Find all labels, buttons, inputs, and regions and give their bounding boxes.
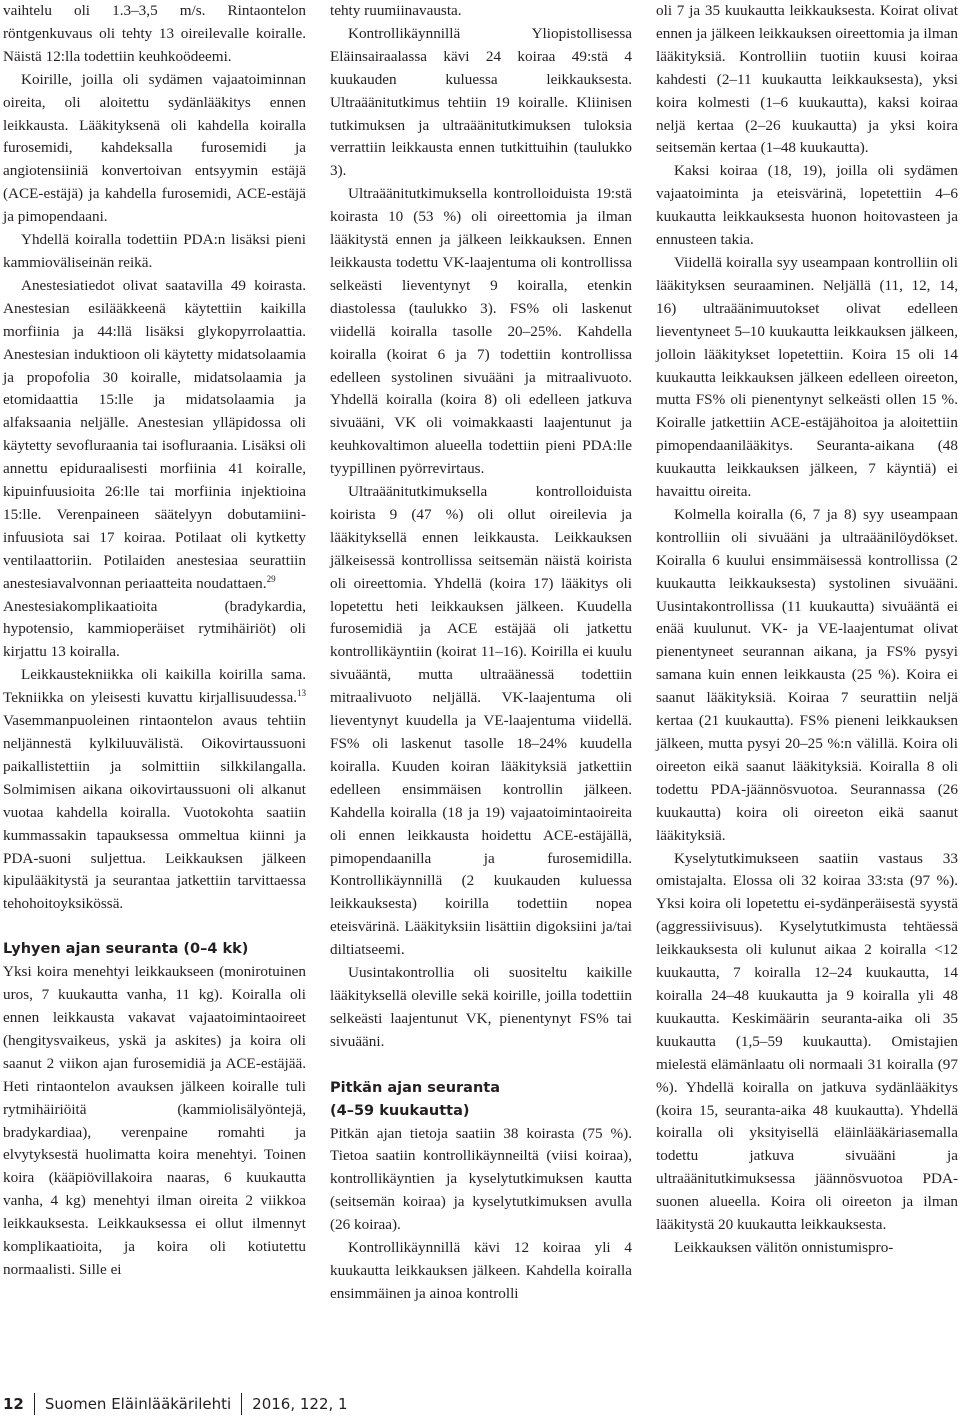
- paragraph: tehty ruumiinavausta.: [330, 2, 462, 19]
- paragraph: vaihtelu oli 1.3–3,5 m/s. Rintaontelon röntgenkuvaus oli tehty 13 oireilevalle koiralle. Näistä 12:lla todettiin keuhkoödeemi.: [3, 2, 306, 65]
- paragraph: [3, 664, 306, 916]
- journal-name: Suomen Eläinlääkärilehti: [44, 1395, 232, 1413]
- heading-line: Pitkän ajan seuranta: [330, 1079, 500, 1096]
- paragraph: Ultraäänitutkimuksella kontrolloiduista koirista 9 (47 %) oli ollut oireilevia ja lääkityksellä ennen leikkausta. Leikkauksen jälkeisessä kontrollissa seitsemän näistä koirista oli oireettomia. Yhdellä (koira 17) lääkitys oli lopetettu heti leikkauksen jälkeen. Kuudella furosemidiä ja ACE estäjää oli jatkettu kontrollikäyntiin (koirat 11–16). Koirilla ei kuulu sivuääntä, mutta ultraäänessä todettiin mitraalivuoto neljällä. VK-laajentuma oli lieventynyt kuudella ja VE-laajentuma viidellä. FS% oli laskenut tasolle 18–24% kuudella koiralla. Kuuden koiran lääkityksiä jatkettiin edelleen ensimmäisen kontrollin jälkeen. Kahdella koiralla (18 ja 19) vajaatoimintaoireita oli ennen leikkausta hoidettu ACE-estäjällä, pimopendaanilla ja furosemidilla. Kontrollikäynnillä (2 kuukauden kuluessa leikkauksesta) koirilla todettiin nopea eteisvärinä. Lääkityksiin lisättiin digoksiini ja/tai diltiatseemi.: [330, 483, 632, 959]
- page-footer: [3, 1390, 348, 1418]
- paragraph: Viidellä koiralla syy useampaan kontrolliin oli lääkityksen seuraaminen. Neljällä (11, 12, 14, 16) ultraäänimuutokset olivat edelleen lieventyneet 5–10 kuukautta leikkauksen jälkeen, jolloin lääkitykset lopetettiin. Koira 15 oli 14 kuukautta leikkauksen jälkeen edelleen oireeton, mutta FS% oli pienentynyt selkeästi ollen 15 %. Koiralle jatkettiin ACE-estäjähoitoa ja aloitettiin pimopendaanilääkitys. Seuranta-aikana (48 kuukautta leikkauksen jälkeen, 7 käyntiä) ei havaittu oireita.: [656, 253, 958, 501]
- heading-line: (4–59 kuukautta): [330, 1102, 470, 1119]
- paragraph-text: Anestesiatiedot olivat saatavilla 49 koirasta. Anestesian esilääkkeenä käytettiin kaikilla morfiinia ja 44:llä lisäksi glykopyrrolaattia. Anestesian induktioon oli käytetty midatsolaamia ja propofolia 30 koiralle, midatsolaamia ja etomidaattia 15:lle ja midatsolaamia ja alfaksaania neljälle. Anestesian ylläpidossa oli käytetty sevofluraania tai isofluraania. Lisäksi oli annettu epiduraalisesti morfiinia 41 koiralle, kipuinfuusioita 26:lle tai morfiinia injektioina 15:lle. Verenpaineen säätelyyn dobutamiini-infuusiota sai 17 koiraa. Potilaat oli kytketty ventilaattoriin. Potilaiden anestesiaa seurattiin anestesiavalvonnan periaatteita noudattaen.: [3, 276, 306, 592]
- paragraph: Kaksi koiraa (18, 19), joilla oli sydämen vajaatoiminta ja eteisvärinä, lopetettiin 4–6 kuukautta leikkauksesta huonon hoitovasteen ja ennusteen takia.: [656, 162, 958, 249]
- paragraph-text: Vasemmanpuoleinen rintaontelon avaus tehtiin neljännestä kylkiluuvälistä. Oikovirtaussuoni paikallistettiin ja solmittiin silkkilangalla. Solmimisen aikana oikovirtaussuoni oli alkanut vuotaa kahdella koiralla. Vuotokohta saatiin kummassakin tapauksessa ommeltua kiinni ja PDA-suoni suljettua. Leikkauksen jälkeen kipulääkitystä ja seurantaa jatkettiin tarvittaessa tehohoitoyksikössä.: [3, 712, 306, 913]
- journal-issue: 2016, 122, 1: [252, 1395, 348, 1413]
- text-column-3: [656, 0, 958, 1260]
- paragraph: Anestesiakomplikaatioita (bradykardia, hypotensio, kammioperäiset rytmihäiriöt) oli kirjattu 13 koiralla.: [3, 597, 306, 661]
- text-column-1: [3, 0, 306, 1282]
- paragraph: Koirille, joilla oli sydämen vajaatoiminnan oireita, oli aloitettu sydänlääkitys ennen leikkausta. Lääkityksenä oli kahdella koiralla furosemidi, kahdeksalla furosemidi ja angiotensiiniä konvertoivan entsyymin estäjä (ACE-estäjä) ja kahdella furosemidi, ACE-estäjä ja pimopendaani.: [3, 70, 306, 226]
- reference-mark: 29: [266, 573, 276, 584]
- text-column-2: [330, 0, 632, 1306]
- section-heading: [330, 1077, 632, 1123]
- paragraph: Yksi koira menehtyi leikkaukseen (monirotuinen uros, 7 kuukautta vanha, 11 kg). Koiralla oli ennen leikkausta vakavat vajaatoimintaoireet (hengitysvaikeus, yskä ja askites) ja koira oli saanut 2 viikon ajan furosemidiä ja ACE-estäjää. Heti rintaontelon avauksen jälkeen koiralle tuli rytmihäiriöitä (kammiolisälyöntejä, bradykardiaa), verenpaine romahti ja elvytyksestä huolimatta koira menehtyi. Toinen koira (kääpiövillakoira naaras, 6 kuukautta vanha, 4 kg) menehtyi ilman oireita 2 viikkoa leikkauksesta. Leikkauksessa ei ollut ilmennyt komplikaatioita, ja koira oli kotiutettu normaalisti. Sille ei: [3, 963, 306, 1278]
- footer-divider: [34, 1393, 35, 1415]
- paragraph: Kontrollikäynnillä Yliopistollisessa Eläinsairaalassa kävi 24 koiraa 49:stä 4 kuukauden kuluessa leikkauksesta. Ultraäänitutkimus tehtiin 19 koiralle. Kliinisen tutkimuksen ja ultraäänitutkimuksen tuloksia verrattiin leikkausta ennen tutkittuihin (taulukko 3).: [330, 24, 632, 180]
- paragraph: Kolmella koiralla (6, 7 ja 8) syy useampaan kontrolliin oli sivuääni ja ultraäänilöydökset. Koiralla 6 kuului ensimmäisessä kontrollissa (2 kuukautta leikkauksesta) systolinen sivuääni. Uusintakontrollissa (11 kuukautta) sivuääntä ei enää kuulunut. VK- ja VE-laajentumat olivat pienentyneet seurannan aikana, ja FS% pysyi samana kuin ennen leikkausta (25 %). Koira ei saanut lääkityksiä. Koiraa 7 seurattiin neljä kertaa (21 kuukautta). FS% pieneni leikkauksen jälkeen, mutta pysyi 20–25 %:n välillä. Koira oli oireeton eikä saanut lääkityksiä. Koiralla 8 oli todettu PDA-jäännösvuotoa. Seurannassa (26 kuukautta) koira oli oireeton eikä saanut lääkityksiä.: [656, 505, 958, 844]
- paragraph: [3, 275, 306, 596]
- paragraph: Ultraäänitutkimuksella kontrolloiduista 19:stä koirasta 10 (53 %) oli oireettomia ja ilman lääkitystä ennen ja jälkeen leikkauksen. Ennen leikkausta todettu VK-laajentuma oli kontrollissa selkeästi lieventynyt 9 koiralla, etenkin diastolessa (taulukko 3). FS% oli laskenut viidellä koiralla tasolle 20–25%. Kahdella koiralla (koirat 6 ja 7) todettiin kontrollissa edelleen systolinen sivuääni ja mitraalivuoto. Yhdellä koiralla (koira 8) oli edelleen jatkuva sivuääni, VK oli voimakkaasti laajentunut ja keuhkovaltimon alueella todettiin pieni PDA:lle tyypillinen pyörrevirtaus.: [330, 185, 632, 478]
- footer-divider: [241, 1393, 242, 1415]
- paragraph: Pitkän ajan tietoja saatiin 38 koirasta (75 %). Tietoa saatiin kontrollikäynneiltä (viisi koiraa), kontrollikäyntien ja kyselytutkimuksen kautta (seitsemän koiraa) ja kyselytutkimuksen avulla (26 koiraa).: [330, 1124, 632, 1234]
- paragraph-text: Leikkaustekniikka oli kaikilla koirilla sama. Tekniikka on yleisesti kuvattu kirjallisuudessa.: [3, 666, 306, 707]
- paragraph: oli 7 ja 35 kuukautta leikkauksesta. Koirat olivat ennen ja jälkeen leikkauksen oireettomia ja ilman lääkityksiä. Kontrolliin tuotiin kuusi koiraa kahdesti (2–11 kuukautta leikkauksesta), yksi koira kolmesti (1–6 kuukautta), kaksi koiraa neljä kertaa (2–26 kuukautta) ja yksi koira seitsemän kertaa (1–48 kuukautta).: [656, 2, 958, 157]
- reference-mark: 13: [297, 688, 306, 699]
- page-number: 12: [3, 1395, 24, 1413]
- paragraph: Yhdellä koiralla todettiin PDA:n lisäksi pieni kammioväliseinän reikä.: [3, 231, 306, 271]
- paragraph: Kyselytutkimukseen saatiin vastaus 33 omistajalta. Elossa oli 32 koiraa 33:sta (97 %). Yksi koira oli lopetettu ei-sydänperäisestä syystä (aggressiivisuus). Kyselytutkimusta tehtäessä leikkauksesta oli kulunut aikaa 2 koiralla <12 kuukautta, 7 koiralla 12–24 kuukautta, 14 koiralla 24–48 kuukautta ja 9 koiralla yli 48 kuukautta. Keskimäärin seuranta-aika oli 35 kuukautta (1,5–59 kuukautta). Omistajien mielestä elämänlaatu oli normaali 31 koiralla (97 %). Yhdellä koiralla on jatkuva sydänlääkitys (koira 15, seuranta-aika 48 kuukautta). Yhdellä koiralla oli yksityisellä eläinlääkäriasemalla todettu jatkuva sivuääni ja ultraäänitutkimuksessa jäännösvuotoa PDA-suonen alueella. Koira oli oireeton ja ilman lääkitystä 20 kuukautta leikkauksesta.: [656, 849, 958, 1234]
- paragraph: Uusintakontrollia oli suositeltu kaikille lääkityksellä oleville sekä koirille, joilla todettiin selkeästi laajentunut VK, pienentynyt FS% tai sivuääni.: [330, 964, 632, 1050]
- paragraph: Leikkauksen välitön onnistumispro-: [674, 1238, 894, 1256]
- paragraph: Kontrollikäynnillä kävi 12 koiraa yli 4 kuukautta leikkauksen jälkeen. Kahdella koiralla ensimmäinen ja ainoa kontrolli: [330, 1239, 632, 1302]
- section-heading: Lyhyen ajan seuranta (0–4 kk): [3, 941, 249, 958]
